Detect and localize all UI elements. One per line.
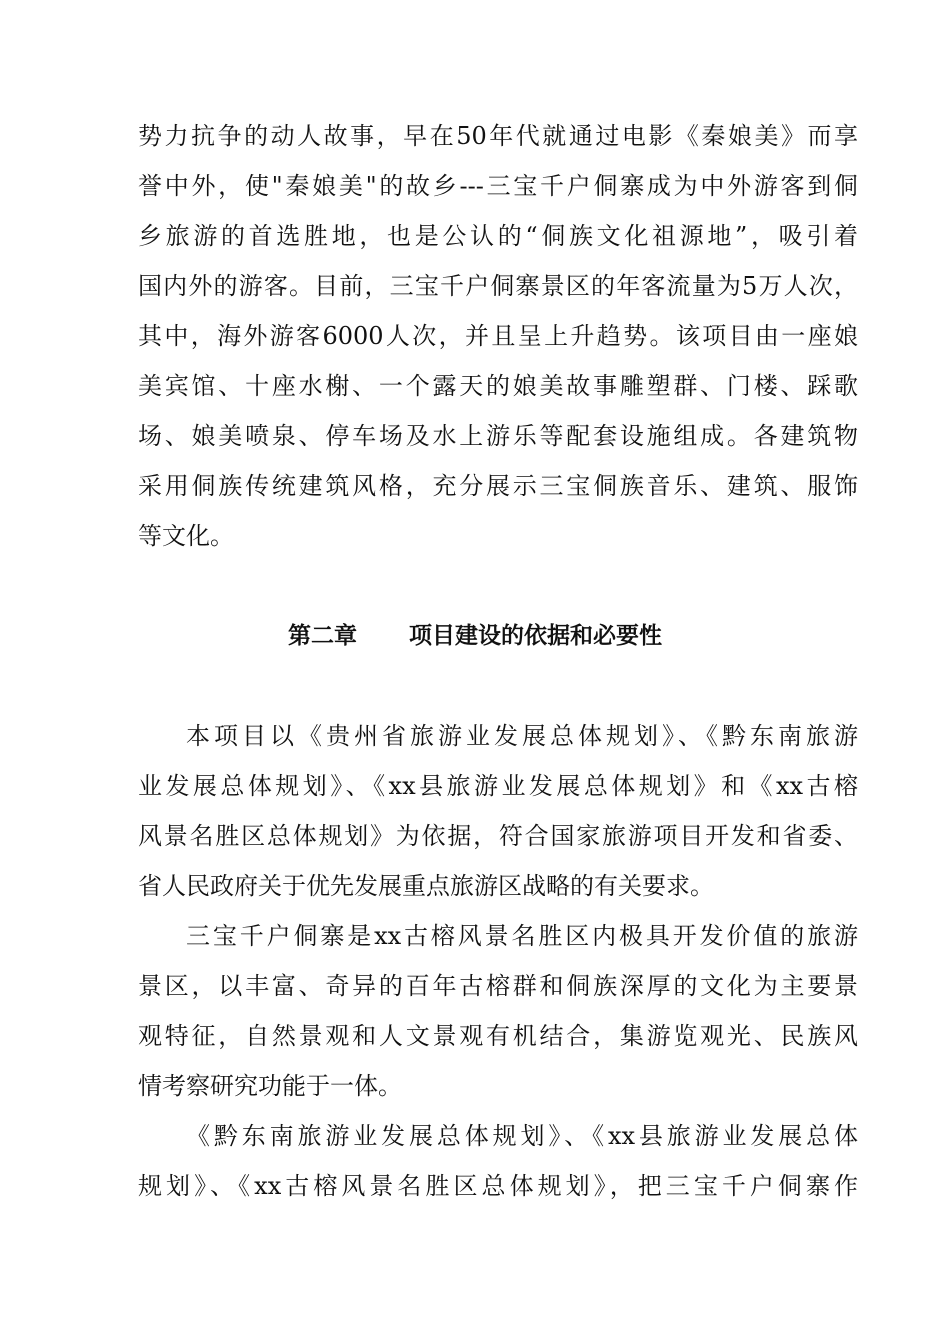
text-line: 三宝千户侗寨是xx古榕风景名胜区内极具开发价值的旅游 bbox=[186, 922, 858, 950]
text-line: 规划》、《xx古榕风景名胜区总体规划》，把三宝千户侗寨作 bbox=[138, 1172, 858, 1200]
chapter-number: 第二章 bbox=[288, 623, 357, 649]
text-line: 情考察研究功能于一体。 bbox=[138, 1072, 402, 1100]
text-line: 采用侗族传统建筑风格，充分展示三宝侗族音乐、建筑、服饰 bbox=[138, 472, 858, 500]
text-line: 势力抗争的动人故事，早在50年代就通过电影《秦娘美》而享 bbox=[138, 122, 858, 150]
text-line: 本项目以《贵州省旅游业发展总体规划》、《黔东南旅游 bbox=[186, 722, 858, 750]
text-line: 观特征，自然景观和人文景观有机结合，集游览观光、民族风 bbox=[138, 1022, 858, 1050]
text-line: 场、娘美喷泉、停车场及水上游乐等配套设施组成。各建筑物 bbox=[138, 422, 858, 450]
chapter-title: 项目建设的依据和必要性 bbox=[409, 623, 662, 649]
text-line: 《黔东南旅游业发展总体规划》、《xx县旅游业发展总体 bbox=[186, 1122, 858, 1150]
text-line: 美宾馆、十座水榭、一个露天的娘美故事雕塑群、门楼、踩歌 bbox=[138, 372, 858, 400]
text-line: 风景名胜区总体规划》为依据，符合国家旅游项目开发和省委、 bbox=[138, 822, 858, 850]
text-line: 景区，以丰富、奇异的百年古榕群和侗族深厚的文化为主要景 bbox=[138, 972, 858, 1000]
text-line: 其中，海外游客6000人次，并且呈上升趋势。该项目由一座娘 bbox=[138, 322, 858, 350]
text-line: 国内外的游客。目前，三宝千户侗寨景区的年客流量为5万人次， bbox=[138, 272, 858, 300]
text-line: 等文化。 bbox=[138, 522, 234, 550]
chapter-heading bbox=[0, 612, 950, 660]
text-line: 誉中外，使"秦娘美"的故乡---三宝千户侗寨成为中外游客到侗 bbox=[138, 172, 858, 200]
text-line: 业发展总体规划》、《xx县旅游业发展总体规划》和《xx古榕 bbox=[138, 772, 858, 800]
text-line: 省人民政府关于优先发展重点旅游区战略的有关要求。 bbox=[138, 872, 714, 900]
text-line: 乡旅游的首选胜地，也是公认的“侗族文化祖源地”，吸引着 bbox=[138, 222, 858, 250]
